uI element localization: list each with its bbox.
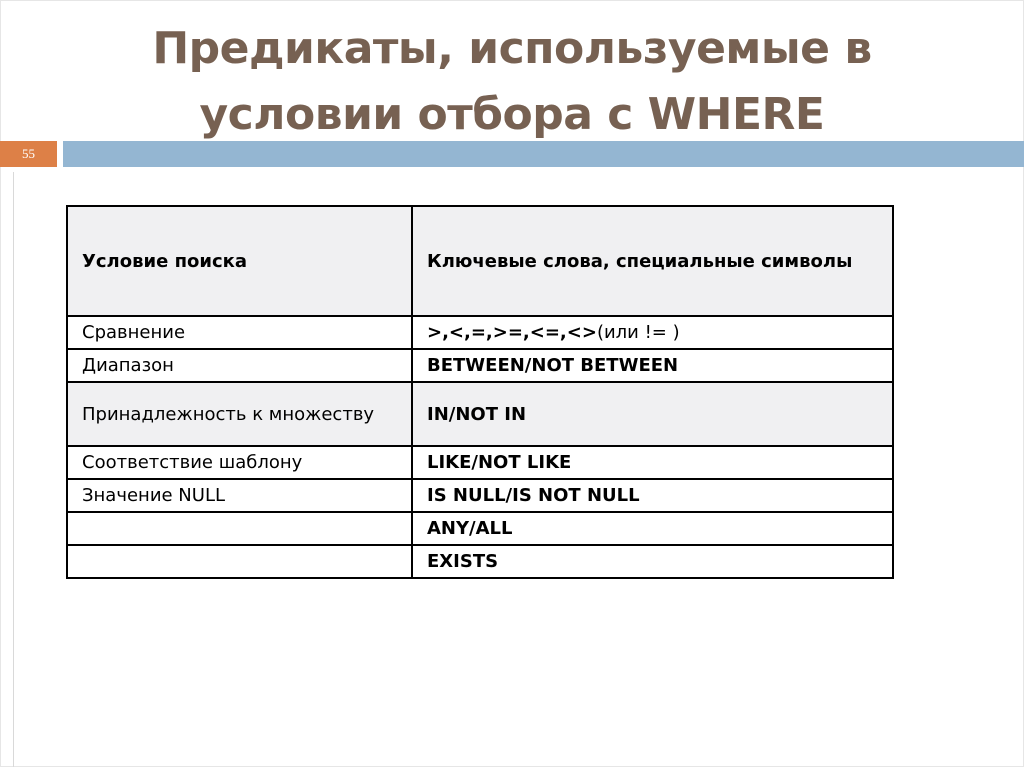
table-row (67, 316, 893, 349)
left-divider (13, 172, 14, 767)
keywords-note: (или != ) (596, 322, 680, 343)
keywords-cell: LIKE/NOT LIKE (412, 446, 893, 479)
keywords-cell: BETWEEN/NOT BETWEEN (412, 349, 893, 382)
slide-title-line-2: условии отбора с WHERE (199, 89, 825, 140)
slide-title-line-1: Предикаты, используемые в (152, 23, 872, 74)
header-keywords: Ключевые слова, специальные символы (412, 206, 893, 316)
table-header-row (67, 206, 893, 316)
condition-cell: Сравнение (67, 316, 412, 349)
keywords-symbols: >,<,=,>=,<=,<> (427, 322, 597, 343)
title-accent-bar (63, 141, 1024, 167)
table-row (67, 479, 893, 512)
table-row (67, 349, 893, 382)
table-row (67, 382, 893, 446)
keywords-cell: ANY/ALL (412, 512, 893, 545)
slide-title (0, 16, 1024, 148)
condition-cell: Диапазон (67, 349, 412, 382)
condition-cell (67, 512, 412, 545)
keywords-cell: EXISTS (412, 545, 893, 578)
table-row (67, 512, 893, 545)
keywords-cell (412, 316, 893, 349)
table-row (67, 545, 893, 578)
predicates-table (66, 205, 894, 579)
condition-cell: Значение NULL (67, 479, 412, 512)
keywords-cell: IN/NOT IN (412, 382, 893, 446)
condition-cell: Соответствие шаблону (67, 446, 412, 479)
condition-cell (67, 545, 412, 578)
slide-number-badge: 55 (0, 141, 57, 167)
keywords-cell: IS NULL/IS NOT NULL (412, 479, 893, 512)
condition-cell: Принадлежность к множеству (67, 382, 412, 446)
header-condition: Условие поиска (67, 206, 412, 316)
table-row (67, 446, 893, 479)
